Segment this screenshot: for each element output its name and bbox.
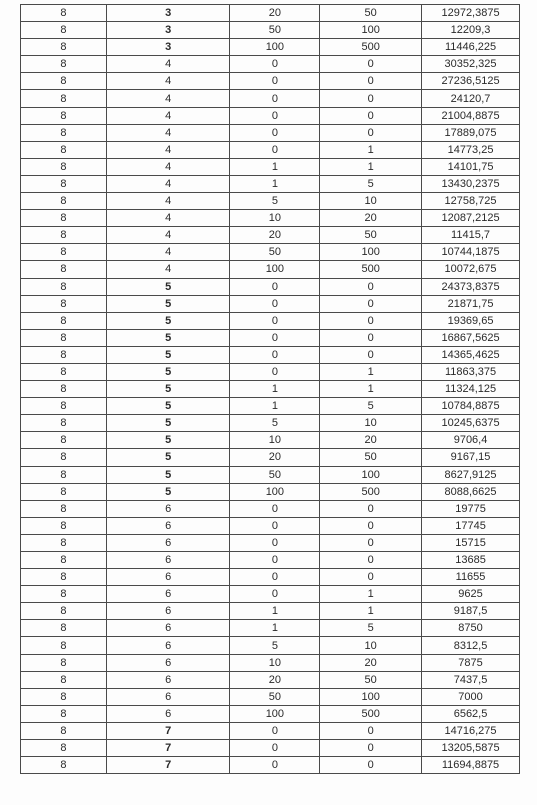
col-3-cell: 100 (230, 705, 320, 722)
table-row (21, 56, 520, 73)
col-2-cell: 5 (106, 415, 230, 432)
table-row (21, 552, 520, 569)
col-1-cell: 8 (21, 637, 107, 654)
col-3-cell: 0 (230, 90, 320, 107)
col-4-cell: 10 (320, 637, 422, 654)
col-4-cell: 1 (320, 141, 422, 158)
table-row (21, 346, 520, 363)
col-2-cell: 3 (106, 22, 230, 39)
col-3-cell: 1 (230, 381, 320, 398)
table-row (21, 175, 520, 192)
col-2-cell: 4 (106, 56, 230, 73)
col-4-cell: 5 (320, 620, 422, 637)
table-row (21, 363, 520, 380)
col-4-cell: 100 (320, 244, 422, 261)
col-3-cell: 0 (230, 500, 320, 517)
col-3-cell: 0 (230, 278, 320, 295)
col-4-cell: 0 (320, 329, 422, 346)
col-3-cell: 0 (230, 552, 320, 569)
col-1-cell: 8 (21, 56, 107, 73)
col-5-cell: 10784,8875 (422, 398, 520, 415)
col-2-cell: 5 (106, 466, 230, 483)
col-4-cell: 50 (320, 449, 422, 466)
col-4-cell: 0 (320, 740, 422, 757)
col-5-cell: 24120,7 (422, 90, 520, 107)
col-4-cell: 1 (320, 363, 422, 380)
col-1-cell: 8 (21, 244, 107, 261)
col-2-cell: 5 (106, 363, 230, 380)
table-row (21, 449, 520, 466)
col-4-cell: 0 (320, 500, 422, 517)
col-2-cell: 6 (106, 569, 230, 586)
col-4-cell: 1 (320, 381, 422, 398)
col-2-cell: 4 (106, 124, 230, 141)
col-2-cell: 4 (106, 141, 230, 158)
col-2-cell: 5 (106, 278, 230, 295)
col-3-cell: 0 (230, 569, 320, 586)
col-4-cell: 0 (320, 517, 422, 534)
col-4-cell: 0 (320, 312, 422, 329)
col-3-cell: 5 (230, 637, 320, 654)
col-2-cell: 6 (106, 620, 230, 637)
col-2-cell: 5 (106, 312, 230, 329)
col-5-cell: 7875 (422, 654, 520, 671)
col-2-cell: 4 (106, 210, 230, 227)
col-3-cell: 0 (230, 363, 320, 380)
col-1-cell: 8 (21, 346, 107, 363)
col-4-cell: 1 (320, 158, 422, 175)
col-5-cell: 15715 (422, 534, 520, 551)
table-row (21, 586, 520, 603)
col-3-cell: 10 (230, 210, 320, 227)
col-5-cell: 11324,125 (422, 381, 520, 398)
col-1-cell: 8 (21, 483, 107, 500)
table-row (21, 671, 520, 688)
col-5-cell: 11446,225 (422, 39, 520, 56)
table-row (21, 500, 520, 517)
col-2-cell: 6 (106, 603, 230, 620)
table-row (21, 415, 520, 432)
col-2-cell: 4 (106, 73, 230, 90)
col-3-cell: 0 (230, 141, 320, 158)
table-row (21, 73, 520, 90)
col-5-cell: 17889,075 (422, 124, 520, 141)
col-2-cell: 5 (106, 483, 230, 500)
col-3-cell: 100 (230, 261, 320, 278)
table-row (21, 261, 520, 278)
col-5-cell: 10245,6375 (422, 415, 520, 432)
table-row (21, 227, 520, 244)
col-3-cell: 5 (230, 415, 320, 432)
col-2-cell: 6 (106, 671, 230, 688)
col-2-cell: 6 (106, 500, 230, 517)
col-1-cell: 8 (21, 688, 107, 705)
col-4-cell: 50 (320, 5, 422, 22)
col-2-cell: 4 (106, 158, 230, 175)
col-2-cell: 6 (106, 688, 230, 705)
table-row (21, 210, 520, 227)
col-2-cell: 4 (106, 261, 230, 278)
table-row (21, 466, 520, 483)
col-1-cell: 8 (21, 261, 107, 278)
table-row (21, 637, 520, 654)
col-4-cell: 50 (320, 227, 422, 244)
col-5-cell: 12758,725 (422, 193, 520, 210)
col-1-cell: 8 (21, 39, 107, 56)
col-3-cell: 50 (230, 466, 320, 483)
col-5-cell: 13430,2375 (422, 175, 520, 192)
col-3-cell: 0 (230, 124, 320, 141)
col-2-cell: 6 (106, 705, 230, 722)
col-5-cell: 12087,2125 (422, 210, 520, 227)
col-2-cell: 6 (106, 534, 230, 551)
col-5-cell: 27236,5125 (422, 73, 520, 90)
col-1-cell: 8 (21, 363, 107, 380)
col-3-cell: 0 (230, 295, 320, 312)
col-3-cell: 1 (230, 158, 320, 175)
col-5-cell: 11415,7 (422, 227, 520, 244)
table-row (21, 483, 520, 500)
col-2-cell: 3 (106, 5, 230, 22)
col-3-cell: 1 (230, 603, 320, 620)
col-5-cell: 19775 (422, 500, 520, 517)
col-1-cell: 8 (21, 22, 107, 39)
col-4-cell: 0 (320, 56, 422, 73)
col-4-cell: 5 (320, 398, 422, 415)
col-1-cell: 8 (21, 107, 107, 124)
col-1-cell: 8 (21, 654, 107, 671)
col-4-cell: 50 (320, 671, 422, 688)
col-3-cell: 0 (230, 346, 320, 363)
table-row (21, 381, 520, 398)
col-1-cell: 8 (21, 141, 107, 158)
col-2-cell: 4 (106, 193, 230, 210)
col-2-cell: 6 (106, 552, 230, 569)
col-4-cell: 5 (320, 175, 422, 192)
col-3-cell: 20 (230, 449, 320, 466)
col-3-cell: 0 (230, 722, 320, 739)
col-1-cell: 8 (21, 705, 107, 722)
col-2-cell: 5 (106, 295, 230, 312)
table-row (21, 278, 520, 295)
table-row (21, 654, 520, 671)
col-3-cell: 0 (230, 534, 320, 551)
table-row (21, 158, 520, 175)
col-4-cell: 500 (320, 261, 422, 278)
table-row (21, 141, 520, 158)
col-2-cell: 6 (106, 654, 230, 671)
col-3-cell: 10 (230, 432, 320, 449)
col-1-cell: 8 (21, 415, 107, 432)
table-row (21, 295, 520, 312)
col-4-cell: 0 (320, 124, 422, 141)
col-2-cell: 5 (106, 398, 230, 415)
col-5-cell: 10744,1875 (422, 244, 520, 261)
table-body (21, 5, 520, 774)
table-row (21, 517, 520, 534)
table-row (21, 432, 520, 449)
table-row (21, 244, 520, 261)
col-4-cell: 500 (320, 39, 422, 56)
table-row (21, 312, 520, 329)
col-3-cell: 20 (230, 227, 320, 244)
col-5-cell: 8627,9125 (422, 466, 520, 483)
table-row (21, 107, 520, 124)
col-1-cell: 8 (21, 312, 107, 329)
table-row (21, 39, 520, 56)
col-1-cell: 8 (21, 90, 107, 107)
col-1-cell: 8 (21, 603, 107, 620)
col-2-cell: 5 (106, 381, 230, 398)
data-table (20, 4, 520, 774)
col-2-cell: 5 (106, 449, 230, 466)
col-4-cell: 0 (320, 534, 422, 551)
col-3-cell: 0 (230, 517, 320, 534)
col-5-cell: 8312,5 (422, 637, 520, 654)
col-1-cell: 8 (21, 398, 107, 415)
col-3-cell: 0 (230, 740, 320, 757)
col-4-cell: 20 (320, 432, 422, 449)
col-3-cell: 50 (230, 244, 320, 261)
col-4-cell: 100 (320, 22, 422, 39)
col-1-cell: 8 (21, 5, 107, 22)
col-5-cell: 9706,4 (422, 432, 520, 449)
col-5-cell: 13205,5875 (422, 740, 520, 757)
col-1-cell: 8 (21, 722, 107, 739)
table-row (21, 398, 520, 415)
col-3-cell: 0 (230, 107, 320, 124)
col-1-cell: 8 (21, 432, 107, 449)
col-1-cell: 8 (21, 295, 107, 312)
table-row (21, 534, 520, 551)
col-5-cell: 14365,4625 (422, 346, 520, 363)
col-5-cell: 8750 (422, 620, 520, 637)
table-row (21, 688, 520, 705)
table-row (21, 5, 520, 22)
col-4-cell: 100 (320, 466, 422, 483)
col-3-cell: 0 (230, 56, 320, 73)
col-4-cell: 0 (320, 757, 422, 774)
col-3-cell: 5 (230, 193, 320, 210)
col-3-cell: 100 (230, 39, 320, 56)
col-3-cell: 0 (230, 329, 320, 346)
table-row (21, 740, 520, 757)
table-row (21, 193, 520, 210)
col-5-cell: 9187,5 (422, 603, 520, 620)
col-3-cell: 1 (230, 398, 320, 415)
col-2-cell: 5 (106, 329, 230, 346)
col-4-cell: 1 (320, 586, 422, 603)
col-5-cell: 24373,8375 (422, 278, 520, 295)
col-2-cell: 4 (106, 175, 230, 192)
table-row (21, 329, 520, 346)
col-2-cell: 6 (106, 517, 230, 534)
col-1-cell: 8 (21, 671, 107, 688)
col-2-cell: 4 (106, 90, 230, 107)
col-4-cell: 0 (320, 90, 422, 107)
col-1-cell: 8 (21, 552, 107, 569)
col-3-cell: 50 (230, 22, 320, 39)
col-3-cell: 0 (230, 586, 320, 603)
col-2-cell: 5 (106, 432, 230, 449)
col-4-cell: 0 (320, 107, 422, 124)
col-1-cell: 8 (21, 193, 107, 210)
col-2-cell: 4 (106, 227, 230, 244)
col-5-cell: 19369,65 (422, 312, 520, 329)
col-1-cell: 8 (21, 500, 107, 517)
col-1-cell: 8 (21, 586, 107, 603)
table-row (21, 90, 520, 107)
col-1-cell: 8 (21, 757, 107, 774)
col-4-cell: 10 (320, 415, 422, 432)
col-4-cell: 0 (320, 552, 422, 569)
col-3-cell: 0 (230, 73, 320, 90)
col-5-cell: 11694,8875 (422, 757, 520, 774)
col-4-cell: 500 (320, 705, 422, 722)
col-3-cell: 100 (230, 483, 320, 500)
col-3-cell: 20 (230, 671, 320, 688)
col-1-cell: 8 (21, 534, 107, 551)
col-5-cell: 17745 (422, 517, 520, 534)
col-4-cell: 20 (320, 210, 422, 227)
col-5-cell: 7437,5 (422, 671, 520, 688)
col-1-cell: 8 (21, 158, 107, 175)
col-4-cell: 100 (320, 688, 422, 705)
col-2-cell: 7 (106, 757, 230, 774)
col-2-cell: 6 (106, 637, 230, 654)
col-3-cell: 20 (230, 5, 320, 22)
col-4-cell: 0 (320, 278, 422, 295)
col-2-cell: 7 (106, 740, 230, 757)
col-4-cell: 0 (320, 73, 422, 90)
col-1-cell: 8 (21, 569, 107, 586)
col-2-cell: 7 (106, 722, 230, 739)
col-3-cell: 0 (230, 757, 320, 774)
col-5-cell: 7000 (422, 688, 520, 705)
col-5-cell: 12972,3875 (422, 5, 520, 22)
col-4-cell: 0 (320, 569, 422, 586)
table-row (21, 603, 520, 620)
col-2-cell: 3 (106, 39, 230, 56)
col-1-cell: 8 (21, 517, 107, 534)
col-3-cell: 0 (230, 312, 320, 329)
col-3-cell: 10 (230, 654, 320, 671)
col-2-cell: 4 (106, 244, 230, 261)
table-row (21, 124, 520, 141)
col-5-cell: 9625 (422, 586, 520, 603)
col-4-cell: 0 (320, 346, 422, 363)
table-row (21, 22, 520, 39)
col-5-cell: 14101,75 (422, 158, 520, 175)
col-1-cell: 8 (21, 620, 107, 637)
col-1-cell: 8 (21, 466, 107, 483)
col-4-cell: 20 (320, 654, 422, 671)
col-4-cell: 1 (320, 603, 422, 620)
col-4-cell: 0 (320, 722, 422, 739)
col-2-cell: 6 (106, 586, 230, 603)
col-5-cell: 11655 (422, 569, 520, 586)
table-row (21, 757, 520, 774)
col-1-cell: 8 (21, 381, 107, 398)
col-5-cell: 11863,375 (422, 363, 520, 380)
col-5-cell: 8088,6625 (422, 483, 520, 500)
col-1-cell: 8 (21, 175, 107, 192)
col-5-cell: 14716,275 (422, 722, 520, 739)
col-5-cell: 21871,75 (422, 295, 520, 312)
col-3-cell: 50 (230, 688, 320, 705)
col-5-cell: 13685 (422, 552, 520, 569)
col-5-cell: 10072,675 (422, 261, 520, 278)
col-2-cell: 4 (106, 107, 230, 124)
col-4-cell: 500 (320, 483, 422, 500)
table-row (21, 705, 520, 722)
col-5-cell: 16867,5625 (422, 329, 520, 346)
col-5-cell: 9167,15 (422, 449, 520, 466)
col-5-cell: 6562,5 (422, 705, 520, 722)
col-5-cell: 12209,3 (422, 22, 520, 39)
table-row (21, 722, 520, 739)
col-3-cell: 1 (230, 175, 320, 192)
col-2-cell: 5 (106, 346, 230, 363)
col-1-cell: 8 (21, 329, 107, 346)
col-5-cell: 30352,325 (422, 56, 520, 73)
col-5-cell: 21004,8875 (422, 107, 520, 124)
col-1-cell: 8 (21, 73, 107, 90)
col-1-cell: 8 (21, 449, 107, 466)
col-1-cell: 8 (21, 740, 107, 757)
col-1-cell: 8 (21, 210, 107, 227)
col-3-cell: 1 (230, 620, 320, 637)
col-1-cell: 8 (21, 227, 107, 244)
col-4-cell: 0 (320, 295, 422, 312)
col-1-cell: 8 (21, 124, 107, 141)
col-5-cell: 14773,25 (422, 141, 520, 158)
table-row (21, 569, 520, 586)
col-4-cell: 10 (320, 193, 422, 210)
table-row (21, 620, 520, 637)
col-1-cell: 8 (21, 278, 107, 295)
